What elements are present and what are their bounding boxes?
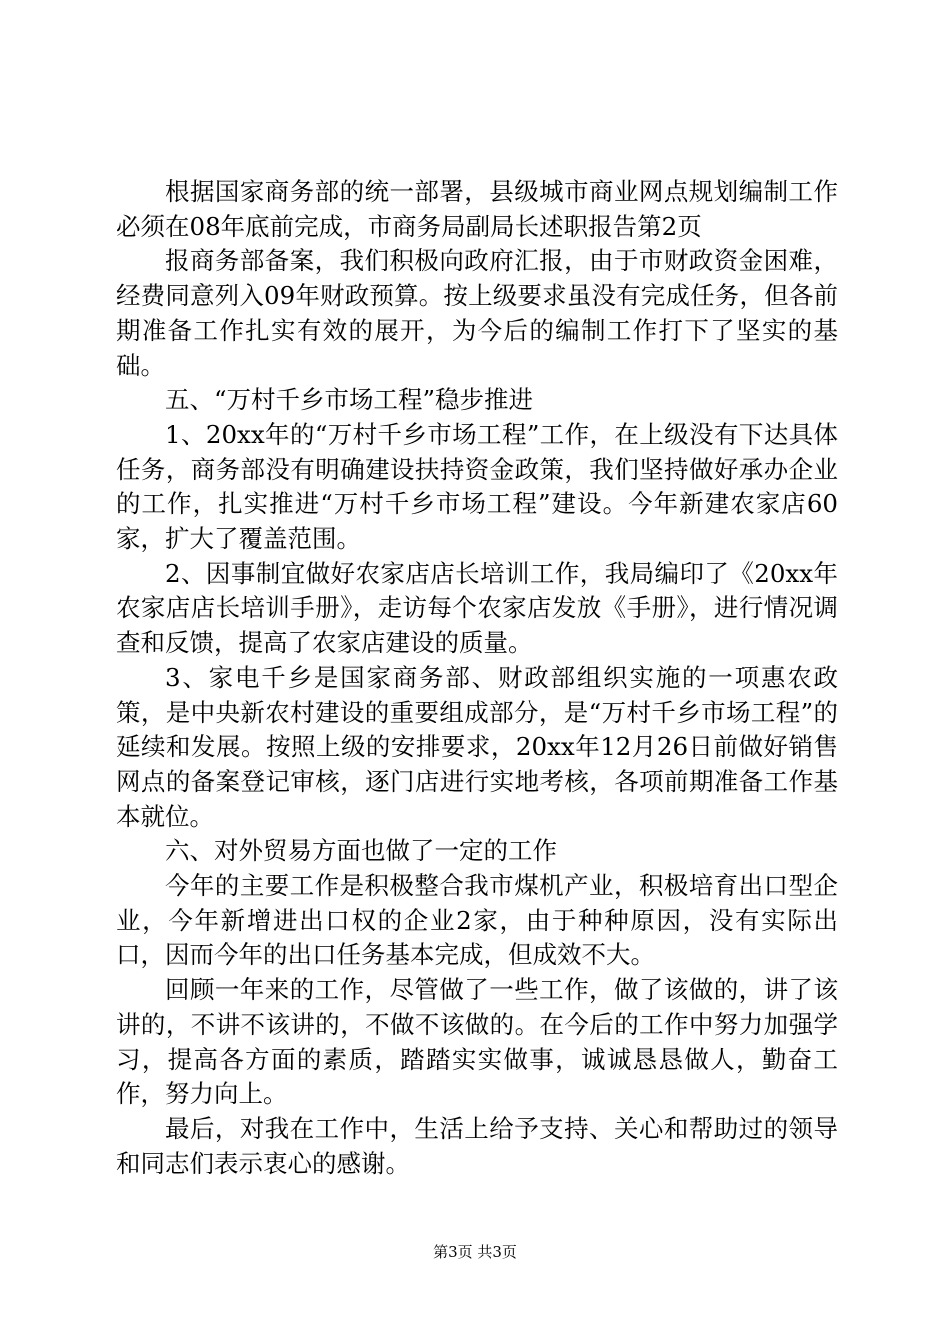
paragraph-item-1: 1、20xx年的“万村千乡市场工程”工作，在上级没有下达具体任务，商务部没有明确建设扶持资金政策，我们坚持做好承办企业的工作，扎实推进“万村千乡市场工程”建设。今年新建农家店60家，扩大了覆盖范围。 (116, 419, 838, 554)
paragraph-item-3: 3、家电千乡是国家商务部、财政部组织实施的一项惠农政策，是中央新农村建设的重要组成部分，是“万村千乡市场工程”的延续和发展。按照上级的安排要求，20xx年12月26日前做好销售网点的备案登记审核，逐门店进行实地考核，各项前期准备工作基本就位。 (116, 662, 838, 831)
paragraph-budget-report: 报商务部备案，我们积极向政府汇报，由于市财政资金困难，经费同意列入09年财政预算。按上级要求虽没有完成任务，但各前期准备工作扎实有效的展开，为今后的编制工作打下了坚实的基础。 (116, 246, 838, 380)
paragraph-network-planning: 根据国家商务部的统一部署，县级城市商业网点规划编制工作必须在08年底前完成，市商务局副局长述职报告第2页 (116, 177, 838, 241)
page-number-footer: 第3页 共3页 (433, 1243, 517, 1261)
paragraph-thanks: 最后，对我在工作中，生活上给予支持、关心和帮助过的领导和同志们表示衷心的感谢。 (116, 1113, 838, 1178)
paragraph-review: 回顾一年来的工作，尽管做了一些工作，做了该做的，讲了该讲的，不讲不该讲的，不做不该做的。在今后的工作中努力加强学习，提高各方面的素质，踏踏实实做事，诚诚恳恳做人，勤奋工作，努力向上。 (116, 975, 838, 1109)
document-body (116, 175, 838, 1181)
paragraph-foreign-trade: 今年的主要工作是积极整合我市煤机产业，积极培育出口型企业，今年新增进出口权的企业2家，由于种种原因，没有实际出口，因而今年的出口任务基本完成，但成效不大。 (116, 871, 838, 970)
section-heading-market-project: 五、“万村千乡市场工程”稳步推进 (165, 385, 534, 415)
section-heading-foreign-trade: 六、对外贸易方面也做了一定的工作 (165, 836, 557, 866)
paragraph-item-2: 2、因事制宜做好农家店店长培训工作，我局编印了《20xx年农家店店长培训手册》，走访每个农家店发放《手册》，进行情况调查和反馈，提高了农家店建设的质量。 (116, 558, 838, 658)
